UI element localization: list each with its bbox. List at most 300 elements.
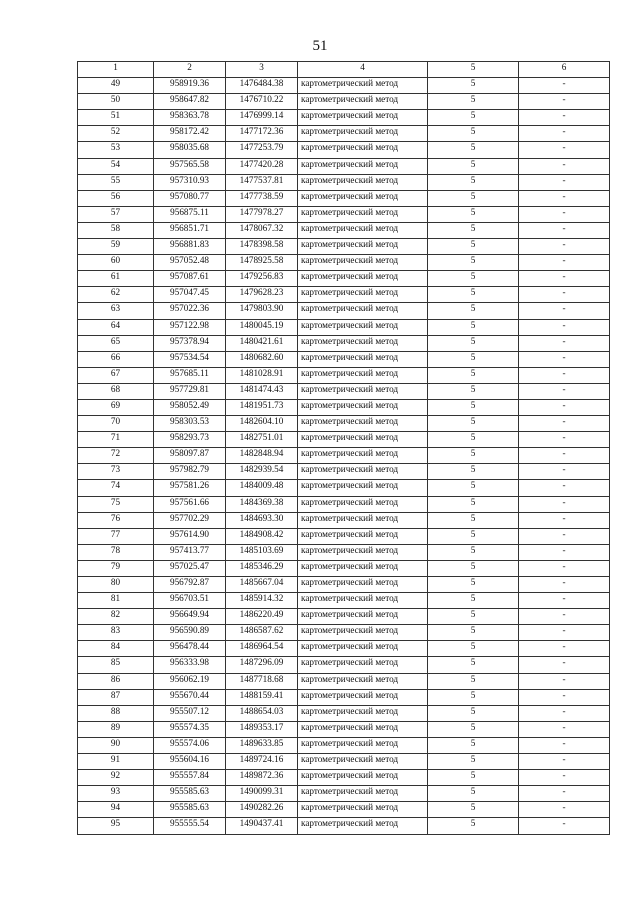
column-header: 1 bbox=[78, 62, 154, 78]
accuracy-cell: 5 bbox=[428, 705, 519, 721]
accuracy-cell: 5 bbox=[428, 786, 519, 802]
point-number-cell: 76 bbox=[78, 512, 154, 528]
table-row bbox=[78, 255, 610, 271]
method-cell: картометрический метод bbox=[298, 593, 428, 609]
method-cell: картометрический метод bbox=[298, 335, 428, 351]
note-cell: - bbox=[519, 399, 610, 415]
table-row bbox=[78, 174, 610, 190]
point-number-cell: 66 bbox=[78, 351, 154, 367]
point-number-cell: 60 bbox=[78, 255, 154, 271]
table-row bbox=[78, 786, 610, 802]
point-number-cell: 74 bbox=[78, 480, 154, 496]
method-cell: картометрический метод bbox=[298, 689, 428, 705]
point-number-cell: 78 bbox=[78, 544, 154, 560]
column-header: 3 bbox=[226, 62, 298, 78]
table-row bbox=[78, 335, 610, 351]
note-cell: - bbox=[519, 770, 610, 786]
method-cell: картометрический метод bbox=[298, 206, 428, 222]
accuracy-cell: 5 bbox=[428, 190, 519, 206]
accuracy-cell: 5 bbox=[428, 255, 519, 271]
method-cell: картометрический метод bbox=[298, 255, 428, 271]
note-cell: - bbox=[519, 126, 610, 142]
accuracy-cell: 5 bbox=[428, 158, 519, 174]
method-cell: картометрический метод bbox=[298, 367, 428, 383]
note-cell: - bbox=[519, 174, 610, 190]
note-cell: - bbox=[519, 737, 610, 753]
x-coordinate-cell: 957122.98 bbox=[154, 319, 226, 335]
accuracy-cell: 5 bbox=[428, 528, 519, 544]
method-cell: картометрический метод bbox=[298, 239, 428, 255]
x-coordinate-cell: 957729.81 bbox=[154, 383, 226, 399]
point-number-cell: 82 bbox=[78, 609, 154, 625]
note-cell: - bbox=[519, 367, 610, 383]
y-coordinate-cell: 1486964.54 bbox=[226, 641, 298, 657]
method-cell: картометрический метод bbox=[298, 480, 428, 496]
y-coordinate-cell: 1482848.94 bbox=[226, 448, 298, 464]
point-number-cell: 63 bbox=[78, 303, 154, 319]
point-number-cell: 72 bbox=[78, 448, 154, 464]
y-coordinate-cell: 1485667.04 bbox=[226, 577, 298, 593]
y-coordinate-cell: 1478398.58 bbox=[226, 239, 298, 255]
y-coordinate-cell: 1490282.26 bbox=[226, 802, 298, 818]
y-coordinate-cell: 1482751.01 bbox=[226, 432, 298, 448]
note-cell: - bbox=[519, 448, 610, 464]
x-coordinate-cell: 957025.47 bbox=[154, 560, 226, 576]
table-row bbox=[78, 512, 610, 528]
coordinates-table bbox=[77, 61, 610, 835]
x-coordinate-cell: 957022.36 bbox=[154, 303, 226, 319]
y-coordinate-cell: 1480682.60 bbox=[226, 351, 298, 367]
accuracy-cell: 5 bbox=[428, 78, 519, 94]
point-number-cell: 79 bbox=[78, 560, 154, 576]
table-row bbox=[78, 528, 610, 544]
x-coordinate-cell: 957378.94 bbox=[154, 335, 226, 351]
table-row bbox=[78, 577, 610, 593]
y-coordinate-cell: 1479803.90 bbox=[226, 303, 298, 319]
x-coordinate-cell: 956590.89 bbox=[154, 625, 226, 641]
point-number-cell: 75 bbox=[78, 496, 154, 512]
table-row bbox=[78, 222, 610, 238]
point-number-cell: 70 bbox=[78, 416, 154, 432]
x-coordinate-cell: 958097.87 bbox=[154, 448, 226, 464]
column-header: 6 bbox=[519, 62, 610, 78]
note-cell: - bbox=[519, 255, 610, 271]
note-cell: - bbox=[519, 657, 610, 673]
note-cell: - bbox=[519, 480, 610, 496]
table-row bbox=[78, 78, 610, 94]
point-number-cell: 58 bbox=[78, 222, 154, 238]
table-row bbox=[78, 126, 610, 142]
x-coordinate-cell: 956062.19 bbox=[154, 673, 226, 689]
y-coordinate-cell: 1479256.83 bbox=[226, 271, 298, 287]
note-cell: - bbox=[519, 222, 610, 238]
method-cell: картометрический метод bbox=[298, 577, 428, 593]
table-row bbox=[78, 190, 610, 206]
y-coordinate-cell: 1489353.17 bbox=[226, 721, 298, 737]
table-row bbox=[78, 770, 610, 786]
method-cell: картометрический метод bbox=[298, 754, 428, 770]
method-cell: картометрический метод bbox=[298, 464, 428, 480]
x-coordinate-cell: 956478.44 bbox=[154, 641, 226, 657]
method-cell: картометрический метод bbox=[298, 512, 428, 528]
method-cell: картометрический метод bbox=[298, 222, 428, 238]
accuracy-cell: 5 bbox=[428, 287, 519, 303]
x-coordinate-cell: 955585.63 bbox=[154, 786, 226, 802]
y-coordinate-cell: 1490099.31 bbox=[226, 786, 298, 802]
note-cell: - bbox=[519, 239, 610, 255]
table-row bbox=[78, 673, 610, 689]
x-coordinate-cell: 956333.98 bbox=[154, 657, 226, 673]
x-coordinate-cell: 957561.66 bbox=[154, 496, 226, 512]
table-row bbox=[78, 754, 610, 770]
table-row bbox=[78, 496, 610, 512]
point-number-cell: 91 bbox=[78, 754, 154, 770]
x-coordinate-cell: 958363.78 bbox=[154, 110, 226, 126]
note-cell: - bbox=[519, 512, 610, 528]
point-number-cell: 65 bbox=[78, 335, 154, 351]
y-coordinate-cell: 1476710.22 bbox=[226, 94, 298, 110]
x-coordinate-cell: 958303.53 bbox=[154, 416, 226, 432]
table-row bbox=[78, 319, 610, 335]
y-coordinate-cell: 1477172.36 bbox=[226, 126, 298, 142]
accuracy-cell: 5 bbox=[428, 126, 519, 142]
table-row bbox=[78, 625, 610, 641]
point-number-cell: 83 bbox=[78, 625, 154, 641]
y-coordinate-cell: 1485346.29 bbox=[226, 560, 298, 576]
point-number-cell: 50 bbox=[78, 94, 154, 110]
x-coordinate-cell: 956881.83 bbox=[154, 239, 226, 255]
x-coordinate-cell: 956792.87 bbox=[154, 577, 226, 593]
note-cell: - bbox=[519, 673, 610, 689]
accuracy-cell: 5 bbox=[428, 319, 519, 335]
table-row bbox=[78, 448, 610, 464]
accuracy-cell: 5 bbox=[428, 432, 519, 448]
accuracy-cell: 5 bbox=[428, 802, 519, 818]
method-cell: картометрический метод bbox=[298, 560, 428, 576]
accuracy-cell: 5 bbox=[428, 206, 519, 222]
method-cell: картометрический метод bbox=[298, 737, 428, 753]
y-coordinate-cell: 1489872.36 bbox=[226, 770, 298, 786]
point-number-cell: 67 bbox=[78, 367, 154, 383]
method-cell: картометрический метод bbox=[298, 271, 428, 287]
x-coordinate-cell: 956649.94 bbox=[154, 609, 226, 625]
accuracy-cell: 5 bbox=[428, 496, 519, 512]
x-coordinate-cell: 957534.54 bbox=[154, 351, 226, 367]
point-number-cell: 77 bbox=[78, 528, 154, 544]
y-coordinate-cell: 1487718.68 bbox=[226, 673, 298, 689]
table-body bbox=[78, 78, 610, 834]
method-cell: картометрический метод bbox=[298, 770, 428, 786]
point-number-cell: 62 bbox=[78, 287, 154, 303]
table-row bbox=[78, 802, 610, 818]
point-number-cell: 94 bbox=[78, 802, 154, 818]
x-coordinate-cell: 956703.51 bbox=[154, 593, 226, 609]
note-cell: - bbox=[519, 528, 610, 544]
accuracy-cell: 5 bbox=[428, 239, 519, 255]
y-coordinate-cell: 1484009.48 bbox=[226, 480, 298, 496]
point-number-cell: 89 bbox=[78, 721, 154, 737]
method-cell: картометрический метод bbox=[298, 399, 428, 415]
table-row bbox=[78, 367, 610, 383]
note-cell: - bbox=[519, 303, 610, 319]
table-row bbox=[78, 689, 610, 705]
table-row bbox=[78, 142, 610, 158]
method-cell: картометрический метод bbox=[298, 802, 428, 818]
note-cell: - bbox=[519, 78, 610, 94]
table-row bbox=[78, 657, 610, 673]
y-coordinate-cell: 1486220.49 bbox=[226, 609, 298, 625]
point-number-cell: 61 bbox=[78, 271, 154, 287]
point-number-cell: 87 bbox=[78, 689, 154, 705]
note-cell: - bbox=[519, 158, 610, 174]
method-cell: картометрический метод bbox=[298, 383, 428, 399]
point-number-cell: 57 bbox=[78, 206, 154, 222]
accuracy-cell: 5 bbox=[428, 625, 519, 641]
accuracy-cell: 5 bbox=[428, 174, 519, 190]
page-number: 51 bbox=[312, 38, 328, 54]
y-coordinate-cell: 1481951.73 bbox=[226, 399, 298, 415]
table-row bbox=[78, 818, 610, 834]
note-cell: - bbox=[519, 271, 610, 287]
point-number-cell: 53 bbox=[78, 142, 154, 158]
x-coordinate-cell: 955670.44 bbox=[154, 689, 226, 705]
point-number-cell: 84 bbox=[78, 641, 154, 657]
y-coordinate-cell: 1487296.09 bbox=[226, 657, 298, 673]
y-coordinate-cell: 1485103.69 bbox=[226, 544, 298, 560]
method-cell: картометрический метод bbox=[298, 448, 428, 464]
note-cell: - bbox=[519, 818, 610, 834]
accuracy-cell: 5 bbox=[428, 222, 519, 238]
note-cell: - bbox=[519, 110, 610, 126]
accuracy-cell: 5 bbox=[428, 818, 519, 834]
method-cell: картометрический метод bbox=[298, 544, 428, 560]
accuracy-cell: 5 bbox=[428, 416, 519, 432]
method-cell: картометрический метод bbox=[298, 303, 428, 319]
method-cell: картометрический метод bbox=[298, 641, 428, 657]
y-coordinate-cell: 1477738.59 bbox=[226, 190, 298, 206]
point-number-cell: 90 bbox=[78, 737, 154, 753]
accuracy-cell: 5 bbox=[428, 335, 519, 351]
note-cell: - bbox=[519, 383, 610, 399]
table-row bbox=[78, 351, 610, 367]
method-cell: картометрический метод bbox=[298, 786, 428, 802]
y-coordinate-cell: 1480421.61 bbox=[226, 335, 298, 351]
point-number-cell: 69 bbox=[78, 399, 154, 415]
point-number-cell: 95 bbox=[78, 818, 154, 834]
x-coordinate-cell: 958172.42 bbox=[154, 126, 226, 142]
table-row bbox=[78, 94, 610, 110]
x-coordinate-cell: 958293.73 bbox=[154, 432, 226, 448]
x-coordinate-cell: 956851.71 bbox=[154, 222, 226, 238]
accuracy-cell: 5 bbox=[428, 609, 519, 625]
accuracy-cell: 5 bbox=[428, 673, 519, 689]
accuracy-cell: 5 bbox=[428, 303, 519, 319]
accuracy-cell: 5 bbox=[428, 721, 519, 737]
method-cell: картометрический метод bbox=[298, 110, 428, 126]
x-coordinate-cell: 957614.90 bbox=[154, 528, 226, 544]
note-cell: - bbox=[519, 577, 610, 593]
method-cell: картометрический метод bbox=[298, 126, 428, 142]
method-cell: картометрический метод bbox=[298, 432, 428, 448]
method-cell: картометрический метод bbox=[298, 142, 428, 158]
x-coordinate-cell: 955555.54 bbox=[154, 818, 226, 834]
x-coordinate-cell: 957685.11 bbox=[154, 367, 226, 383]
method-cell: картометрический метод bbox=[298, 705, 428, 721]
y-coordinate-cell: 1481474.43 bbox=[226, 383, 298, 399]
note-cell: - bbox=[519, 786, 610, 802]
x-coordinate-cell: 955574.06 bbox=[154, 737, 226, 753]
method-cell: картометрический метод bbox=[298, 496, 428, 512]
accuracy-cell: 5 bbox=[428, 110, 519, 126]
x-coordinate-cell: 957982.79 bbox=[154, 464, 226, 480]
point-number-cell: 68 bbox=[78, 383, 154, 399]
accuracy-cell: 5 bbox=[428, 142, 519, 158]
note-cell: - bbox=[519, 319, 610, 335]
accuracy-cell: 5 bbox=[428, 577, 519, 593]
table-row bbox=[78, 239, 610, 255]
y-coordinate-cell: 1478067.32 bbox=[226, 222, 298, 238]
accuracy-cell: 5 bbox=[428, 754, 519, 770]
y-coordinate-cell: 1477978.27 bbox=[226, 206, 298, 222]
note-cell: - bbox=[519, 593, 610, 609]
y-coordinate-cell: 1488654.03 bbox=[226, 705, 298, 721]
accuracy-cell: 5 bbox=[428, 544, 519, 560]
y-coordinate-cell: 1479628.23 bbox=[226, 287, 298, 303]
column-header: 5 bbox=[428, 62, 519, 78]
point-number-cell: 86 bbox=[78, 673, 154, 689]
method-cell: картометрический метод bbox=[298, 174, 428, 190]
x-coordinate-cell: 957310.93 bbox=[154, 174, 226, 190]
accuracy-cell: 5 bbox=[428, 657, 519, 673]
y-coordinate-cell: 1480045.19 bbox=[226, 319, 298, 335]
table-row bbox=[78, 721, 610, 737]
accuracy-cell: 5 bbox=[428, 367, 519, 383]
table-row bbox=[78, 737, 610, 753]
x-coordinate-cell: 955585.63 bbox=[154, 802, 226, 818]
method-cell: картометрический метод bbox=[298, 416, 428, 432]
table-header bbox=[78, 62, 610, 78]
x-coordinate-cell: 958919.36 bbox=[154, 78, 226, 94]
note-cell: - bbox=[519, 416, 610, 432]
note-cell: - bbox=[519, 754, 610, 770]
y-coordinate-cell: 1484908.42 bbox=[226, 528, 298, 544]
column-header: 2 bbox=[154, 62, 226, 78]
y-coordinate-cell: 1484693.30 bbox=[226, 512, 298, 528]
point-number-cell: 56 bbox=[78, 190, 154, 206]
y-coordinate-cell: 1490437.41 bbox=[226, 818, 298, 834]
x-coordinate-cell: 957581.26 bbox=[154, 480, 226, 496]
table-row bbox=[78, 416, 610, 432]
x-coordinate-cell: 955557.84 bbox=[154, 770, 226, 786]
point-number-cell: 49 bbox=[78, 78, 154, 94]
point-number-cell: 52 bbox=[78, 126, 154, 142]
accuracy-cell: 5 bbox=[428, 464, 519, 480]
point-number-cell: 54 bbox=[78, 158, 154, 174]
table-row bbox=[78, 560, 610, 576]
y-coordinate-cell: 1477537.81 bbox=[226, 174, 298, 190]
method-cell: картометрический метод bbox=[298, 287, 428, 303]
x-coordinate-cell: 957702.29 bbox=[154, 512, 226, 528]
note-cell: - bbox=[519, 560, 610, 576]
accuracy-cell: 5 bbox=[428, 351, 519, 367]
point-number-cell: 85 bbox=[78, 657, 154, 673]
point-number-cell: 93 bbox=[78, 786, 154, 802]
x-coordinate-cell: 958647.82 bbox=[154, 94, 226, 110]
accuracy-cell: 5 bbox=[428, 593, 519, 609]
table-row bbox=[78, 110, 610, 126]
y-coordinate-cell: 1485914.32 bbox=[226, 593, 298, 609]
table-row bbox=[78, 383, 610, 399]
note-cell: - bbox=[519, 190, 610, 206]
method-cell: картометрический метод bbox=[298, 190, 428, 206]
point-number-cell: 81 bbox=[78, 593, 154, 609]
note-cell: - bbox=[519, 94, 610, 110]
x-coordinate-cell: 956875.11 bbox=[154, 206, 226, 222]
table-row bbox=[78, 303, 610, 319]
note-cell: - bbox=[519, 689, 610, 705]
method-cell: картометрический метод bbox=[298, 158, 428, 174]
table-row bbox=[78, 158, 610, 174]
table-row bbox=[78, 705, 610, 721]
accuracy-cell: 5 bbox=[428, 399, 519, 415]
y-coordinate-cell: 1488159.41 bbox=[226, 689, 298, 705]
table-row bbox=[78, 544, 610, 560]
table-row bbox=[78, 480, 610, 496]
x-coordinate-cell: 957047.45 bbox=[154, 287, 226, 303]
table-row bbox=[78, 287, 610, 303]
table-row bbox=[78, 432, 610, 448]
method-cell: картометрический метод bbox=[298, 528, 428, 544]
method-cell: картометрический метод bbox=[298, 319, 428, 335]
method-cell: картометрический метод bbox=[298, 94, 428, 110]
x-coordinate-cell: 957052.48 bbox=[154, 255, 226, 271]
method-cell: картометрический метод bbox=[298, 625, 428, 641]
accuracy-cell: 5 bbox=[428, 770, 519, 786]
y-coordinate-cell: 1482939.54 bbox=[226, 464, 298, 480]
y-coordinate-cell: 1484369.38 bbox=[226, 496, 298, 512]
accuracy-cell: 5 bbox=[428, 480, 519, 496]
y-coordinate-cell: 1489633.85 bbox=[226, 737, 298, 753]
y-coordinate-cell: 1489724.16 bbox=[226, 754, 298, 770]
y-coordinate-cell: 1478925.58 bbox=[226, 255, 298, 271]
x-coordinate-cell: 957087.61 bbox=[154, 271, 226, 287]
x-coordinate-cell: 955604.16 bbox=[154, 754, 226, 770]
y-coordinate-cell: 1476484.38 bbox=[226, 78, 298, 94]
note-cell: - bbox=[519, 496, 610, 512]
accuracy-cell: 5 bbox=[428, 94, 519, 110]
note-cell: - bbox=[519, 464, 610, 480]
note-cell: - bbox=[519, 721, 610, 737]
method-cell: картометрический метод bbox=[298, 78, 428, 94]
point-number-cell: 59 bbox=[78, 239, 154, 255]
point-number-cell: 80 bbox=[78, 577, 154, 593]
accuracy-cell: 5 bbox=[428, 383, 519, 399]
x-coordinate-cell: 955507.12 bbox=[154, 705, 226, 721]
method-cell: картометрический метод bbox=[298, 351, 428, 367]
header-row bbox=[78, 62, 610, 78]
y-coordinate-cell: 1476999.14 bbox=[226, 110, 298, 126]
note-cell: - bbox=[519, 142, 610, 158]
note-cell: - bbox=[519, 432, 610, 448]
column-header: 4 bbox=[298, 62, 428, 78]
method-cell: картометрический метод bbox=[298, 673, 428, 689]
x-coordinate-cell: 955574.35 bbox=[154, 721, 226, 737]
x-coordinate-cell: 957565.58 bbox=[154, 158, 226, 174]
y-coordinate-cell: 1486587.62 bbox=[226, 625, 298, 641]
note-cell: - bbox=[519, 802, 610, 818]
note-cell: - bbox=[519, 609, 610, 625]
accuracy-cell: 5 bbox=[428, 689, 519, 705]
